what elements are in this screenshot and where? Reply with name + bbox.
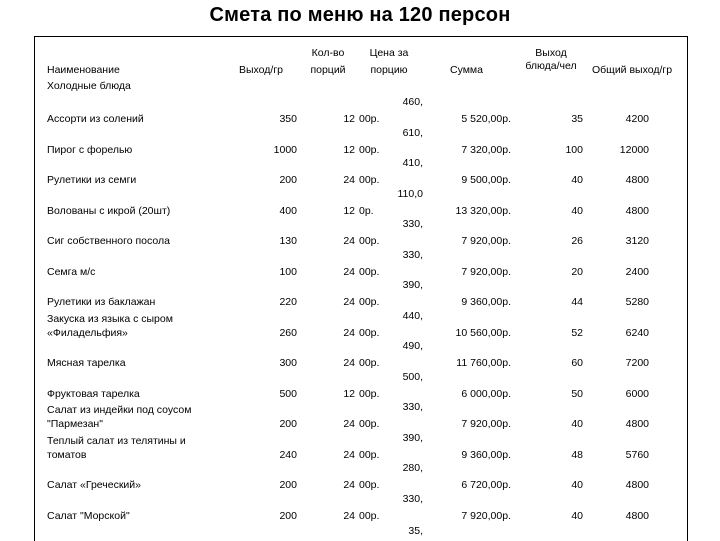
dish-price-bottom: 00р. <box>359 510 380 522</box>
dish-price-bottom: 00р. <box>359 266 380 278</box>
dish-yield-per-person: 60 <box>571 357 583 369</box>
dish-total-yield: 6000 <box>625 388 649 400</box>
dish-price-top: 410, <box>402 157 423 169</box>
dish-portions: 24 <box>343 235 355 247</box>
header-sum: Сумма <box>450 64 483 76</box>
header-portions-2: порций <box>310 64 346 76</box>
dish-price-bottom: 00р. <box>359 449 380 461</box>
dish-portions: 24 <box>343 479 355 491</box>
dish-price-top: 330, <box>402 218 423 230</box>
dish-price-top: 460, <box>402 96 423 108</box>
dish-yield-per-person: 40 <box>571 479 583 491</box>
dish-total-yield: 4800 <box>625 479 649 491</box>
dish-name: Сиг собственного посола <box>47 235 170 247</box>
dish-total-yield: 5760 <box>625 449 649 461</box>
dish-yield: 300 <box>279 357 297 369</box>
dish-price-top: 110,0 <box>397 188 423 200</box>
dish-yield-per-person: 52 <box>571 327 583 339</box>
dish-yield: 200 <box>279 479 297 491</box>
dish-sum: 7 920,00р. <box>461 418 511 430</box>
dish-name: Семга м/с <box>47 266 96 278</box>
dish-sum: 6 720,00р. <box>461 479 511 491</box>
dish-total-yield: 2400 <box>625 266 649 278</box>
dish-sum: 7 320,00р. <box>461 144 511 156</box>
dish-total-yield: 4200 <box>625 113 649 125</box>
dish-name: Рулетики из семги <box>47 174 137 186</box>
dish-yield: 220 <box>279 296 297 308</box>
dish-name: Салат из индейки под соусом <box>47 404 192 416</box>
dish-sum: 7 920,00р. <box>461 235 511 247</box>
dish-yield-per-person: 35 <box>571 113 583 125</box>
dish-total-yield: 7200 <box>625 357 649 369</box>
dish-yield: 350 <box>279 113 297 125</box>
dish-total-yield: 4800 <box>625 174 649 186</box>
header-name: Наименование <box>47 64 120 76</box>
dish-name: Закуска из языка с сыром <box>47 313 173 325</box>
dish-sum: 10 560,00р. <box>455 327 511 339</box>
dish-portions: 24 <box>343 327 355 339</box>
dish-total-yield: 3120 <box>625 235 649 247</box>
dish-sum: 6 000,00р. <box>461 388 511 400</box>
dish-yield-per-person: 20 <box>571 266 583 278</box>
dish-total-yield: 4800 <box>625 205 649 217</box>
dish-portions: 24 <box>343 449 355 461</box>
dish-yield: 130 <box>279 235 297 247</box>
dish-portions: 12 <box>343 113 355 125</box>
dish-sum: 11 760,00р. <box>456 357 511 369</box>
dish-yield: 400 <box>279 205 297 217</box>
dish-name: Рулетики из баклажан <box>47 296 156 308</box>
dish-yield: 200 <box>279 510 297 522</box>
dish-yield-per-person: 40 <box>571 418 583 430</box>
dish-portions: 24 <box>343 357 355 369</box>
dish-yield: 500 <box>279 388 297 400</box>
dish-total-yield: 4800 <box>625 510 649 522</box>
dish-price-top: 280, <box>402 462 423 474</box>
dish-price-top: 390, <box>402 432 423 444</box>
dish-price-top: 330, <box>402 249 423 261</box>
dish-yield: 1000 <box>273 144 297 156</box>
dish-price-bottom: 00р. <box>359 174 380 186</box>
dish-price-bottom: 00р. <box>359 388 380 400</box>
dish-price-bottom: 00р. <box>359 479 380 491</box>
dish-price-bottom: 00р. <box>359 113 380 125</box>
dish-name: «Филадельфия» <box>47 327 128 339</box>
dish-portions: 24 <box>343 418 355 430</box>
dish-portions: 24 <box>343 174 355 186</box>
dish-portions: 24 <box>343 296 355 308</box>
dish-price-top: 390, <box>402 279 423 291</box>
dish-name: Волованы с икрой (20шт) <box>47 205 171 217</box>
page-title: Смета по меню на 120 персон <box>209 4 511 26</box>
header-yield-per-person-2: блюда/чел <box>525 60 577 72</box>
dish-sum: 5 520,00р. <box>461 113 511 125</box>
dish-total-yield: 12000 <box>619 144 649 156</box>
dish-price-bottom: 00р. <box>359 357 380 369</box>
dish-price-bottom: 00р. <box>359 418 380 430</box>
dish-yield: 240 <box>279 449 297 461</box>
dish-yield: 200 <box>279 174 297 186</box>
dish-price-bottom: 00р. <box>359 296 380 308</box>
dish-total-yield: 5280 <box>625 296 649 308</box>
dish-sum: 7 920,00р. <box>461 266 511 278</box>
dish-yield-per-person: 26 <box>571 235 583 247</box>
dish-yield: 200 <box>279 418 297 430</box>
dish-portions: 12 <box>343 144 355 156</box>
header-total-yield: Общий выход/гр <box>592 64 673 76</box>
dish-yield-per-person: 40 <box>571 174 583 186</box>
dish-price-bottom: 00р. <box>359 144 380 156</box>
dish-yield-per-person: 48 <box>571 449 583 461</box>
dish-name: Фруктовая тарелка <box>47 388 140 400</box>
header-yield-per-person-1: Выход <box>535 47 567 59</box>
dish-price-top: 440, <box>402 310 423 322</box>
dish-yield-per-person: 40 <box>571 205 583 217</box>
dish-price-top: 610, <box>402 127 423 139</box>
dish-name: Пирог с форелью <box>47 144 133 156</box>
dish-yield-per-person: 100 <box>565 144 583 156</box>
dish-total-yield: 4800 <box>625 418 649 430</box>
dish-name: Теплый салат из телятины и <box>47 435 186 447</box>
dish-name: Салат "Морской" <box>47 510 130 522</box>
dish-price-top: 500, <box>402 371 423 383</box>
dish-portions: 12 <box>343 205 355 217</box>
dish-yield-per-person: 40 <box>571 510 583 522</box>
header-yield: Выход/гр <box>239 64 284 76</box>
dish-yield-per-person: 50 <box>571 388 583 400</box>
dish-portions: 24 <box>343 266 355 278</box>
header-portions-1: Кол-во <box>311 47 345 59</box>
dish-price-bottom: 00р. <box>359 327 380 339</box>
dish-sum: 7 920,00р. <box>461 510 511 522</box>
dish-price-top: 330, <box>402 401 423 413</box>
dish-yield-per-person: 44 <box>571 296 583 308</box>
dish-portions: 12 <box>343 388 355 400</box>
header-price-1: Цена за <box>369 47 409 59</box>
dish-sum: 13 320,00р. <box>455 205 511 217</box>
dish-price-bottom: 00р. <box>359 235 380 247</box>
dish-yield: 100 <box>279 266 297 278</box>
dish-name: томатов <box>47 449 87 461</box>
dish-name: "Пармезан" <box>47 418 103 430</box>
dish-name: Салат «Греческий» <box>47 479 141 491</box>
dish-price-top: 330, <box>402 493 423 505</box>
dish-total-yield: 6240 <box>625 327 649 339</box>
dish-name: Ассорти из солений <box>47 113 144 125</box>
dish-name: Мясная тарелка <box>47 357 126 369</box>
dish-price-top: 490, <box>402 340 423 352</box>
estimate-table <box>34 36 688 541</box>
dish-portions: 24 <box>343 510 355 522</box>
section-title: Холодные блюда <box>47 80 131 92</box>
dish-sum: 9 360,00р. <box>461 296 511 308</box>
dish-yield: 260 <box>279 327 297 339</box>
dish-price-bottom: 0р. <box>359 205 374 217</box>
header-price-2: порцию <box>370 64 408 76</box>
dish-sum: 9 360,00р. <box>461 449 511 461</box>
dish-sum: 9 500,00р. <box>461 174 511 186</box>
trailing-price: 35, <box>408 525 423 537</box>
